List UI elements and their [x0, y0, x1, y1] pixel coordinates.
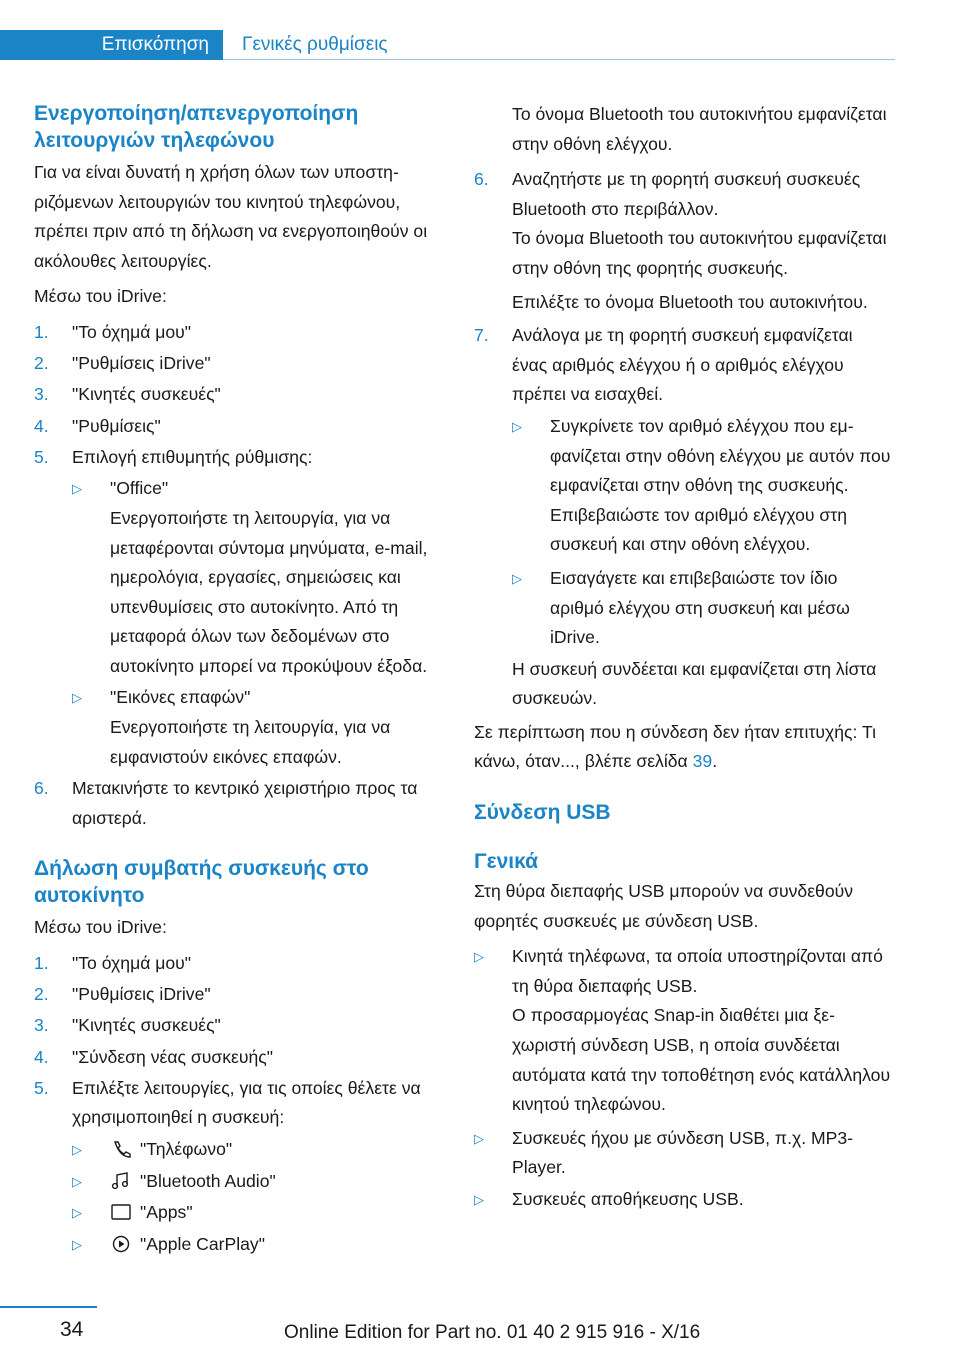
list-text: "Ρυθμίσεις" [72, 415, 161, 436]
list-text: Αναζητήστε με τη φορητή συσκευή συσκευές Bluetooth στο περιβάλλον. [512, 169, 861, 219]
left-column [34, 100, 452, 1261]
list-number: 5. [34, 446, 49, 467]
list-number: 3. [34, 1015, 49, 1036]
right-column [474, 100, 892, 1217]
list-text: "Κινητές συσκευές" [72, 384, 221, 405]
list-text: "Το όχημά μου" [72, 953, 192, 974]
list-item [474, 321, 892, 714]
list-number: 3. [34, 384, 49, 405]
triangle-bullet-icon: ▷ [512, 570, 522, 586]
list-text: Επιλέξτε λειτουργίες, για τις οποίες θέλετε να χρησιμοποιηθεί η συσκευή: [72, 1077, 421, 1128]
option-apple-carplay [72, 1230, 452, 1260]
option-apps [72, 1198, 452, 1228]
list-number: 7. [474, 325, 489, 346]
list-number: 6. [474, 169, 489, 190]
list-item [34, 774, 452, 833]
option-label: "Bluetooth Audio" [140, 1170, 276, 1191]
list-item [34, 949, 452, 979]
list-text: Συσκευές αποθήκευσης USB. [512, 1189, 744, 1209]
sub-item-paragraph: Επιβεβαιώστε τον αριθμό ελέγχου στη συσκευή και στην οθόνη ελέγχου. [550, 504, 848, 555]
list-item [474, 1124, 892, 1183]
list-text: Συσκευές ήχου με σύνδεση USB, π.χ. MP3-Player. [512, 1127, 854, 1178]
list-item [34, 443, 452, 773]
list-number: 4. [34, 415, 49, 436]
carplay-icon [110, 1233, 132, 1251]
header-tabbar [0, 30, 895, 60]
list-text: Μετακινήστε το κεντρικό χειριστήριο προς τα αριστερά. [72, 778, 418, 828]
list-number: 6. [34, 778, 49, 799]
page-number: 34 [60, 1318, 84, 1341]
sub-item-enter [512, 564, 892, 653]
list-item [34, 1011, 452, 1041]
tab-general-settings[interactable]: Γενικές ρυθμίσεις [242, 34, 388, 55]
triangle-bullet-icon: ▷ [474, 1192, 484, 1207]
subheading-general: Γενικά [474, 850, 539, 874]
intro-paragraph: Για να είναι δυνατή η χρήση όλων των υποστηριζόμενων λειτουργιών του κινητού τηλεφώνου, πρέπει πριν από τη δήλωση να ενεργοποιηθούν οι ακόλουθες λειτουργίες. [34, 162, 428, 271]
section-heading-register-device: Δήλωση συμβατής συσκευής στο αυτοκίνητο [34, 857, 369, 908]
option-phone [72, 1135, 452, 1165]
option-bluetooth-audio [72, 1167, 452, 1197]
triangle-bullet-icon: ▷ [474, 949, 484, 965]
list-number: 2. [34, 984, 49, 1005]
list-text: "Σύνδεση νέας συσκευής" [72, 1046, 273, 1067]
tab-overview[interactable]: Επισκόπηση [0, 30, 223, 60]
list-item [34, 1043, 452, 1073]
failure-end: . [712, 751, 718, 772]
list-text: Ανάλογα με τη φορητή συσκευή εμφανίζεται ένας αριθμός ελέγχου ή ο αριθμός ελέγχου πρέπει να εισαχθεί. [512, 325, 853, 405]
list-text: Κινητά τηλέφωνα, τα οποία υποστηρίζονται από τη θύρα διεπαφής USB. [512, 946, 883, 996]
sub-item-text: Εισαγάγετε και επιβεβαιώστε τον ίδιο αριθμό ελέγχου στη συσκευή και μέσω iDrive. [550, 567, 850, 648]
usb-intro-paragraph: Στη θύρα διεπαφής USB μπορούν να συνδεθούν φορητές συσκευές με σύνδεση USB. [474, 881, 854, 931]
triangle-bullet-icon: ▷ [474, 1130, 484, 1146]
list-paragraph: Επιλέξτε το όνομα Bluetooth του αυτοκινήτου. [512, 291, 868, 312]
list-paragraph: Το όνομα Bluetooth του αυτοκινήτου εμφανίζεται στην οθόνη της φορητής συσκευής. [512, 228, 887, 278]
triangle-bullet-icon: ▷ [72, 1236, 82, 1252]
triangle-bullet-icon: ▷ [72, 1173, 82, 1189]
list-item [474, 942, 892, 1120]
list-item [34, 1074, 452, 1260]
continued-paragraph: Το όνομα Bluetooth του αυτοκινήτου εμφανίζεται στην οθόνη ελέγχου. [512, 104, 887, 154]
page-link[interactable]: 39 [692, 751, 713, 772]
list-item [34, 412, 452, 442]
list-item [34, 980, 452, 1010]
list-text: "Ρυθμίσεις iDrive" [72, 353, 211, 374]
phone-icon [110, 1138, 132, 1156]
list-text: "Ρυθμίσεις iDrive" [72, 984, 211, 1005]
list-number: 4. [34, 1046, 49, 1067]
option-label: "Apple CarPlay" [140, 1233, 265, 1254]
apps-icon [110, 1201, 132, 1219]
section-heading-usb: Σύνδεση USB [474, 801, 611, 825]
list-text: Επιλογή επιθυμητής ρύθμισης: [72, 446, 313, 467]
via-idrive-text: Μέσω του iDrive: [34, 286, 167, 307]
sub-item-title: "Office" [110, 478, 169, 499]
sub-item-text: Ενεργοποιήστε τη λειτουργία, για να εμφανιστούν εικόνες επαφών. [110, 717, 391, 767]
list-item [34, 380, 452, 410]
list-number: 1. [34, 321, 49, 342]
list-item [474, 165, 892, 317]
list-paragraph: Η συσκευή συνδέεται και εμφανίζεται στη λίστα συσκευών. [512, 658, 877, 709]
music-note-icon [110, 1170, 132, 1188]
via-idrive-text: Μέσω του iDrive: [34, 917, 167, 938]
triangle-bullet-icon: ▷ [72, 481, 82, 497]
list-number: 5. [34, 1077, 49, 1098]
list-text: "Το όχημά μου" [72, 321, 192, 342]
sub-item-office [72, 474, 452, 681]
list-item [474, 1185, 892, 1215]
triangle-bullet-icon: ▷ [72, 690, 82, 706]
failure-text: Σε περίπτωση που η σύνδεση δεν ήταν επιτυχής: Τι κάνω, όταν..., βλέπε σελίδα [474, 721, 877, 772]
sub-item-text: Συγκρίνετε τον αριθμό ελέγχου που εμφανίζεται στην οθόνη ελέγχου με αυτόν που εμφανίζεται στην οθόνη της συσκευής. [550, 415, 891, 496]
triangle-bullet-icon: ▷ [72, 1141, 82, 1157]
footer-rule [0, 1306, 97, 1308]
failure-paragraph [474, 718, 892, 777]
header-rule [223, 59, 895, 60]
triangle-bullet-icon: ▷ [72, 1205, 82, 1221]
edition-text: Online Edition for Part no. 01 40 2 915 916 - X/16 [284, 1322, 701, 1343]
list-number: 2. [34, 353, 49, 374]
list-item [34, 318, 452, 348]
sub-item-compare [512, 412, 892, 560]
section-heading-phone-functions: Ενεργοποίηση/απενεργοποίηση λειτουργιών τηλεφώνου [34, 102, 359, 152]
sub-item-text: Ενεργοποιήστε τη λειτουργία, για να μεταφέρονται σύντομα μηνύματα, e-mail, ημερολόγια, εργασίες, σημειώσεις και υπενθυμίσεις στο αυτοκίνητο. Από τη μεταφορά όλων των δεδομένων στο αυτοκίνητο μπορεί να προκύψουν έξοδα. [110, 507, 428, 676]
list-paragraph: Ο προσαρμογέας Snap-in διαθέτει μια ξεχωριστή σύνδεση USB, η οποία συνδέεται αυτόματα κατά την τοποθέτηση ενός κατάλληλου κινητού τηλεφώνου. [512, 1005, 891, 1115]
list-number: 1. [34, 953, 49, 974]
sub-item-contact-images [72, 683, 452, 772]
sub-item-title: "Εικόνες επαφών" [110, 687, 251, 708]
option-label: "Apps" [140, 1202, 193, 1223]
triangle-bullet-icon: ▷ [512, 418, 522, 434]
list-item [34, 349, 452, 379]
list-text: "Κινητές συσκευές" [72, 1015, 221, 1036]
option-label: "Τηλέφωνο" [140, 1138, 233, 1159]
